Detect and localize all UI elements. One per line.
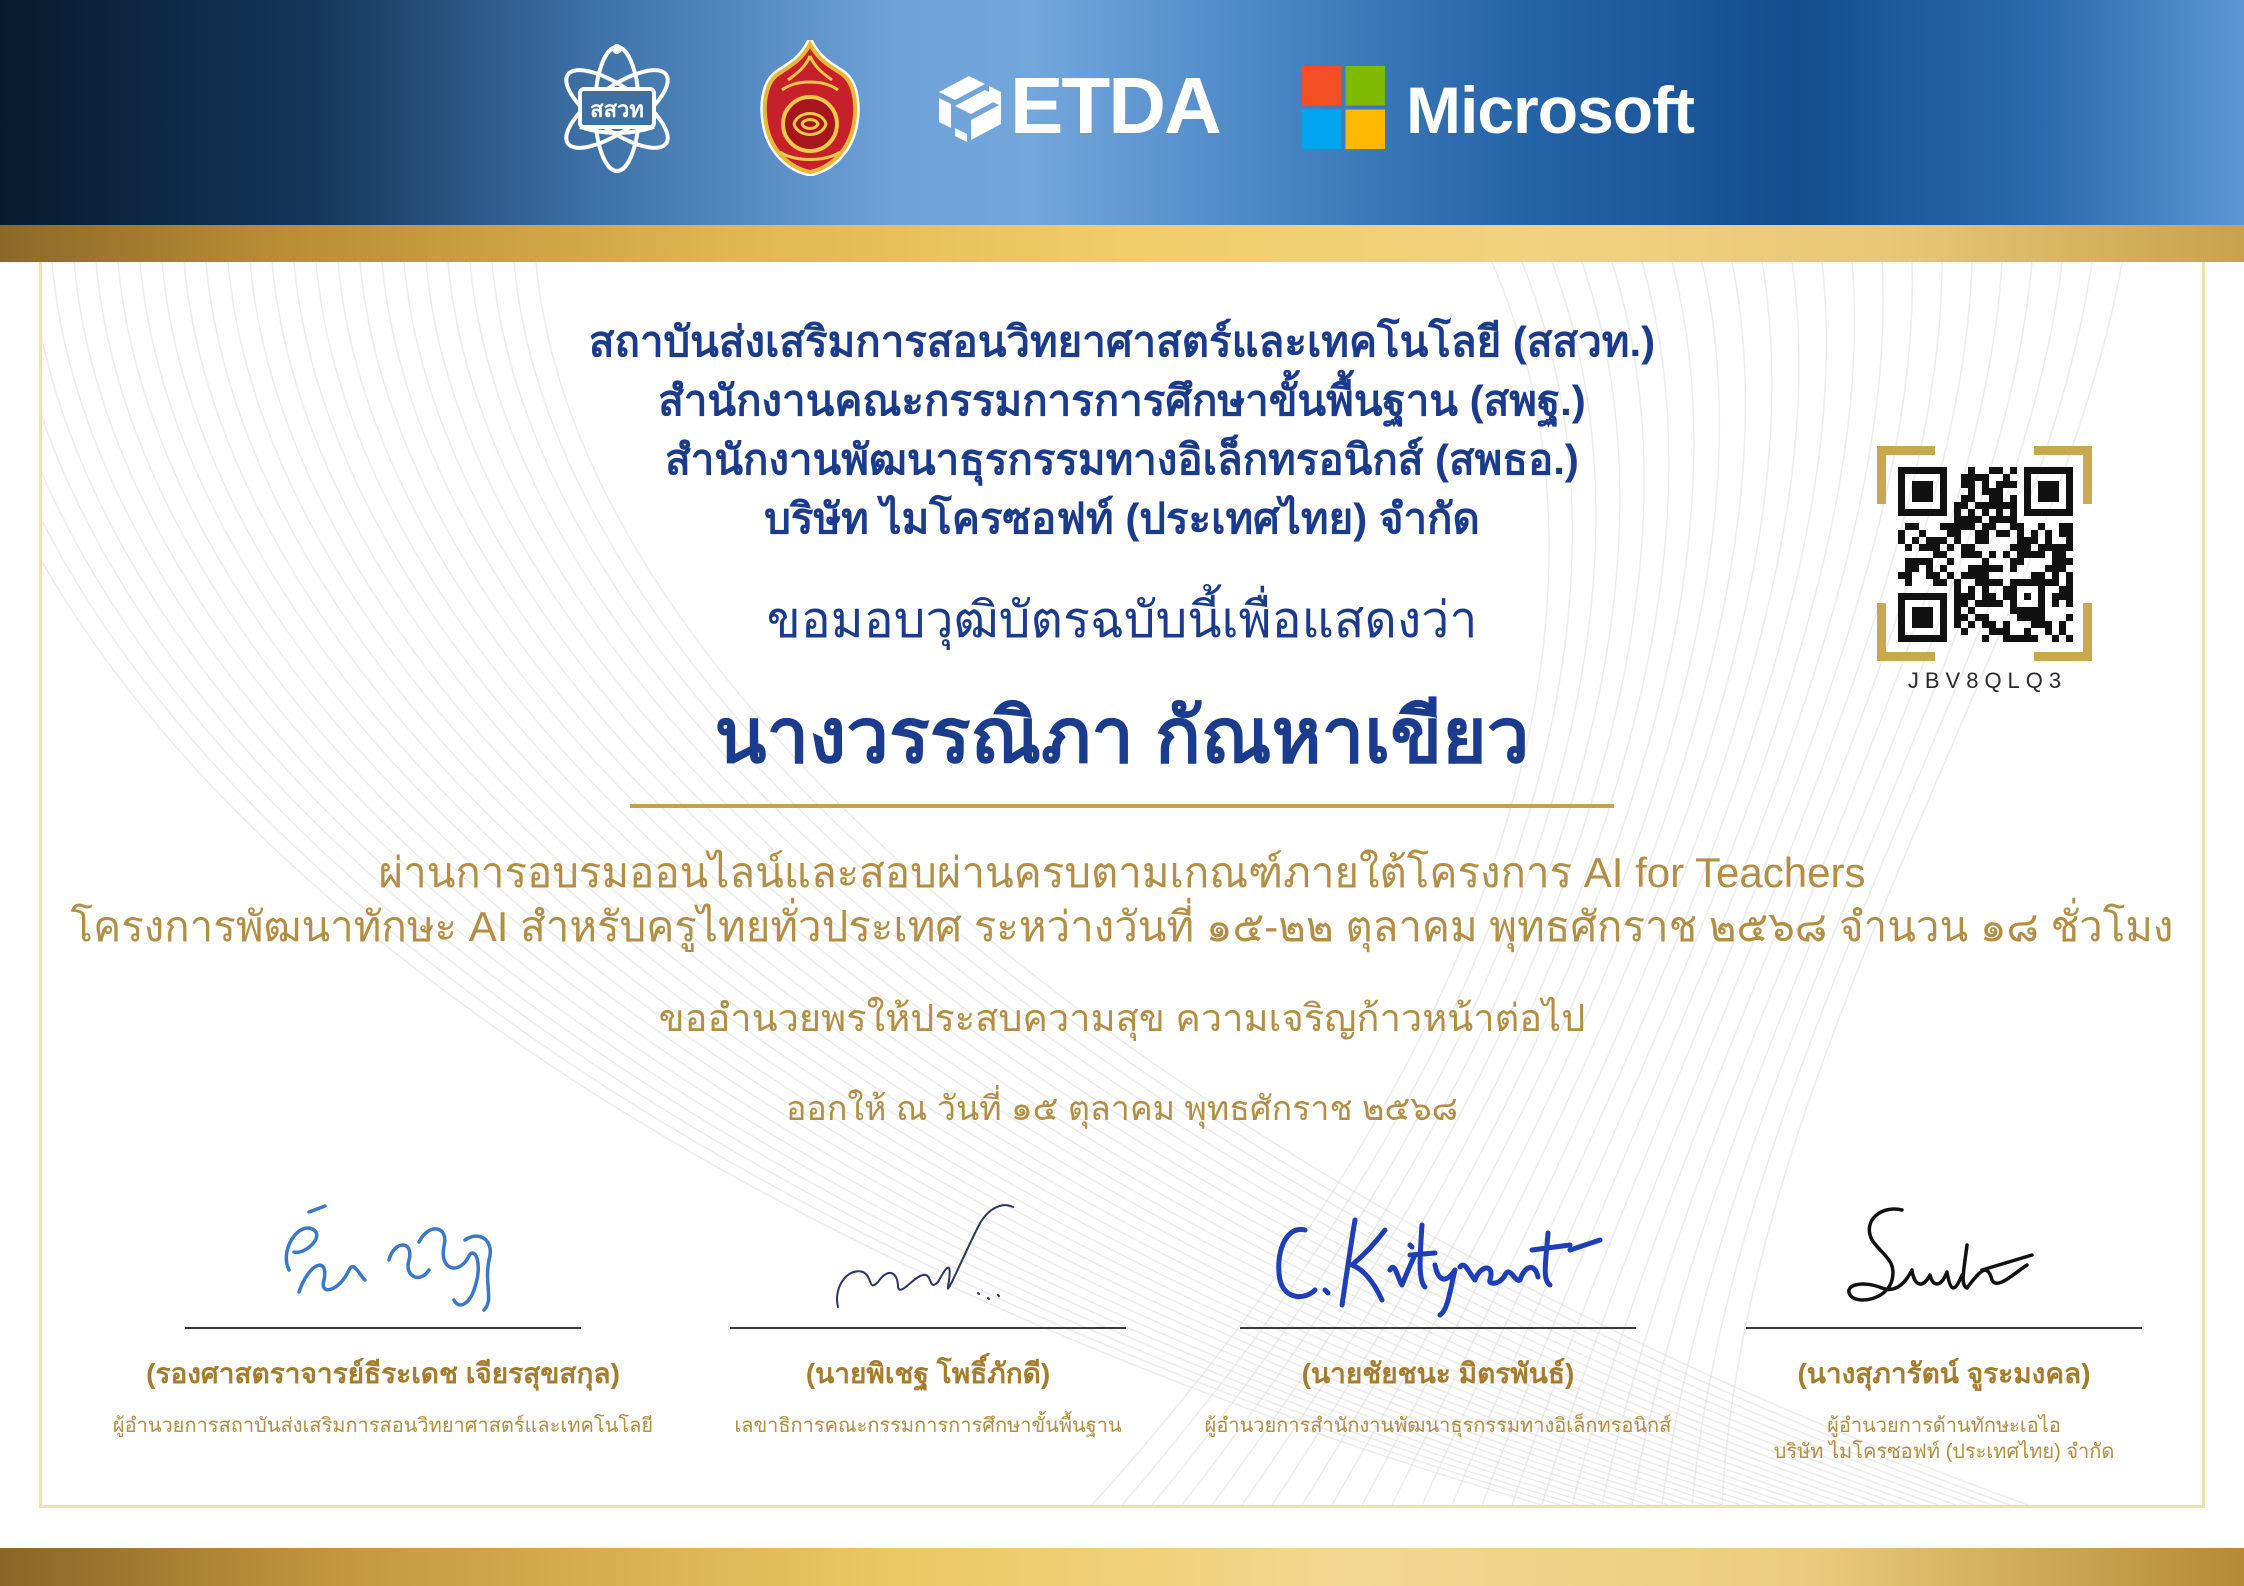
signatory-title-line: บริษัท ไมโครซอฟท์ (ประเทศไทย) จำกัด (1773, 1441, 2115, 1463)
signature-line (1746, 1327, 2142, 1329)
signature-line (730, 1327, 1126, 1329)
issuer-ipst: สถาบันส่งเสริมการสอนวิทยาศาสตร์และเทคโนโลยี (สสวท.) (588, 318, 1656, 365)
ipst-logo-lettering: สสวท (590, 97, 644, 122)
ipst-logo-icon (552, 43, 682, 175)
presentation-text: ขอมอบวุฒิบัตรฉบับนี้เพื่อแสดงว่า (766, 592, 1478, 648)
signatory-title (648, 1413, 1208, 1439)
signatory-title (1158, 1413, 1718, 1439)
signatory-4 (1664, 1195, 2224, 1485)
microsoft-logo-icon (1302, 66, 1385, 149)
signatory-title (1664, 1413, 2224, 1465)
microsoft-logo-lettering: Microsoft (1406, 73, 1694, 147)
course-description (0, 846, 2244, 954)
qr-block (1877, 446, 2092, 661)
signatory-title-line: เลขาธิการคณะกรรมการการศึกษาขั้นพื้นฐาน (734, 1415, 1122, 1437)
signatory-2 (648, 1195, 1208, 1485)
obec-emblem-icon (760, 40, 860, 176)
recipient-underline (630, 804, 1614, 808)
signatory-title-line: ผู้อำนวยการสถาบันส่งเสริมการสอนวิทยาศาสตร์และเทคโนโลยี (112, 1415, 654, 1437)
signatory-3 (1158, 1195, 1718, 1485)
issuer-microsoft: บริษัท ไมโครซอฟท์ (ประเทศไทย) จำกัด (764, 495, 1480, 542)
signatory-title (103, 1413, 663, 1439)
signatory-1 (103, 1195, 663, 1485)
recipient-name: นางวรรณิภา กัณหาเขียว (714, 694, 1530, 779)
description-line-2: โครงการพัฒนาทักษะ AI สำหรับครูไทยทั่วประเทศ ระหว่างวันที่ ๑๕-๒๒ ตุลาคม พุทธศักราช ๒๕๖๘ จำนวน ๑๘ ชั่วโมง (70, 903, 2174, 950)
qr-code-icon (1898, 467, 2073, 642)
issuer-etda: สำนักงานพัฒนาธุรกรรมทางอิเล็กทรอนิกส์ (สพธอ.) (665, 436, 1579, 483)
signature-line (1240, 1327, 1636, 1329)
bottom-gold-stripe (0, 1548, 2244, 1586)
header-banner (0, 0, 2244, 225)
signature-1-image (269, 1200, 499, 1315)
issue-date: ออกให้ ณ วันที่ ๑๕ ตุลาคม พุทธศักราช ๒๕๖๘ (785, 1090, 1458, 1128)
issuer-obec: สำนักงานคณะกรรมการการศึกษาขั้นพื้นฐาน (สพฐ.) (658, 377, 1586, 424)
verification-code: JBV8QLQ3 (1907, 668, 2068, 693)
signature-line (185, 1327, 581, 1329)
signature-2-image (828, 1197, 1028, 1317)
signatory-title-line: ผู้อำนวยการสำนักงานพัฒนาธุรกรรมทางอิเล็กทรอนิกส์ (1204, 1415, 1672, 1437)
signatory-title-line: ผู้อำนวยการด้านทักษะเอไอ (1827, 1415, 2061, 1437)
top-gold-stripe (0, 225, 2244, 262)
signatory-name: (นายพิเชฐ โพธิ์ภักดี) (805, 1358, 1051, 1389)
signatory-name: (รองศาสตราจารย์ธีระเดช เจียรสุขสกุล) (146, 1358, 620, 1389)
etda-logo-icon (937, 72, 1003, 144)
blessing-text: ขออำนวยพรให้ประสบความสุข ความเจริญก้าวหน้าต่อไป (658, 998, 1586, 1040)
signatory-name: (นางสุภารัตน์ จูระมงคล) (1797, 1358, 2091, 1389)
etda-logo-lettering: ETDA (1010, 61, 1220, 150)
signature-3-image (1270, 1205, 1610, 1320)
description-line-1: ผ่านการอบรมออนไลน์และสอบผ่านครบตามเกณฑ์ภายใต้โครงการ AI for Teachers (378, 849, 1866, 896)
signatory-name: (นายชัยชนะ มิตรพันธ์) (1301, 1358, 1575, 1389)
signature-4-image (1842, 1200, 2042, 1315)
